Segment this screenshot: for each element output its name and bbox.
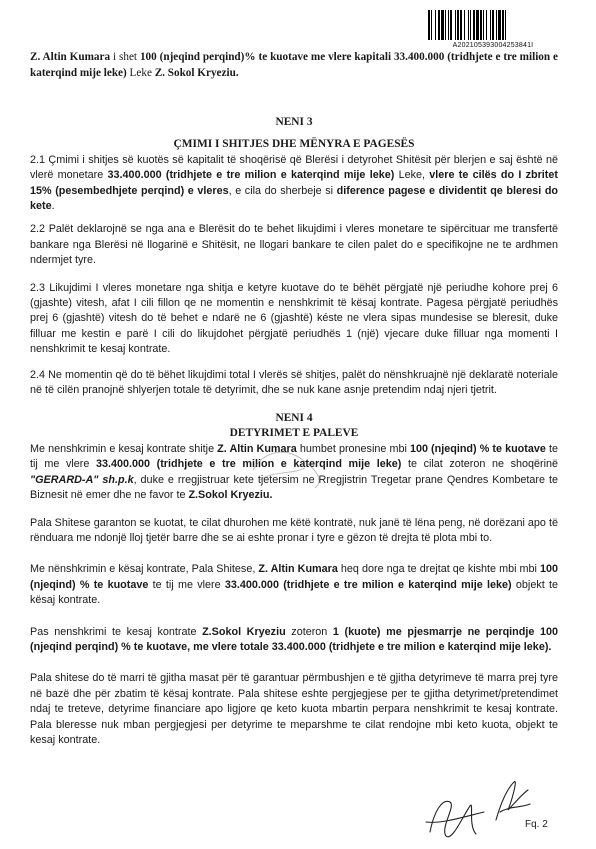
amount: 33.400.000 (tridhjete e tre milion e katerqind mije leke) — [95, 458, 402, 471]
text: i shet — [110, 51, 140, 63]
article-4-title: NENI 4 — [275, 411, 313, 424]
article-4-para-4 — [30, 625, 558, 656]
seller-name: Z. Altin Kumara — [30, 51, 111, 63]
barcode — [428, 10, 558, 49]
text: Pas nenshkrimi te kesaj kontrate — [30, 625, 203, 638]
buyer-name: Z.Sokol Kryeziu. — [188, 489, 273, 502]
amount: 33.400.000 (tridhjete e tre milion e katerqind mije leke) — [30, 51, 558, 79]
buyer-name: Z. Sokol Kryeziu. — [154, 66, 239, 79]
text-bold: vlere te cilës do I zbritet 15% (pesembedhjete perqind) e vleres — [30, 169, 558, 197]
text: te cilat zoteron ne shoqërinë — [401, 458, 558, 471]
text-bold: 1 (kuote) me pjesmarrje ne perqindje 100 (njeqind perqind) % te kuotave, me vlere totale 33.400.000 (tridhjete e tre milion e katerqind mije leke). — [30, 625, 558, 653]
text: zoteron — [285, 625, 333, 638]
article-4-para-2: Pala Shitese garanton se kuotat, te cilat dhurohen me këtë kontratë, nuk janë të lëna peng, në dorëzani apo të rënduara me ndonjë lloj tjetër barre dhe se ai eshte pronar i tyre e gëzon të drejta të plota mbi to. — [30, 516, 558, 544]
text: Me nënshkrimin e kësaj kontrate, Pala Shitese, — [30, 563, 259, 576]
company-stamp — [245, 440, 335, 495]
clause-2-1 — [30, 153, 558, 215]
text-bold: diference pagese e dividentit qe bleresi do kete — [30, 184, 559, 213]
barcode-bar — [506, 10, 508, 40]
text-bold: 100 (njeqind) % te kuotave — [30, 563, 558, 591]
text-bold: 100 (njeqind perqind) — [139, 51, 245, 63]
text: , e cila do sherbeje si — [228, 184, 337, 197]
text-bold: % te kuotave me vlere kapitali — [244, 51, 394, 63]
clause-2-4: 2.4 Ne momentin që do të bëhet likujdimi total I vlerës së shitjes, palët do nënshkruajnë një deklaratë noteriale në të cilën pranojnë shlyerjen totale të detyrimit, dhe se nuk kane asnje pretendim ndaj njeri tjetrit. — [30, 368, 558, 397]
signature-left — [420, 792, 490, 844]
company-name: "GERARD-A" sh.p.k — [30, 473, 134, 486]
barcode-number: A202105393004253841I — [452, 42, 534, 49]
text: objekt te kësaj kontrate. — [30, 578, 558, 607]
article-4-para-5: Pala shitese do të marri të gjitha masat për të garantuar përmbushjen e të gjitha detyrimeve të marra prej tyre në bazë dhe për zbatim të kësaj kontrate. Pala shitese eshte pergjegjese per te gjitha detyrimet/pretendimet ndaj te treteve, detyrime financiare apo ligjore qe keto kuota mbartin perpara nenshkrimit te kesaj kontrate. Pala bleresse nuk mban pergjegjesi per detyrime te meparshme te cilat rendojne mbi keto kuota, objekt te kesaj kontrate. — [30, 672, 558, 746]
text: , duke e rregjistruar kete tjetersim ne Rregjistrin Tregetar prane Qendres Kombetare te Biznesit në emer dhe ne favor te — [30, 473, 559, 502]
text: Me nenshkrimin e kesaj kontrate shitje — [30, 442, 218, 455]
text: . — [51, 200, 55, 213]
barcode-bars — [428, 10, 558, 40]
text: heq dore nga te drejtat qe kishte mbi mbi — [337, 563, 540, 576]
text: te tij me vlere — [148, 578, 225, 591]
intro-paragraph — [30, 50, 558, 81]
article-4-subtitle: DETYRIMET E PALEVE — [229, 427, 359, 440]
text: 2.1 Çmimi i shitjes së kuotës së kapitalit të shoqërisë që Blerësi i detyrohet Shitësit për blerjen e saj është në vlerë monetare — [30, 153, 558, 182]
text: Leke — [126, 66, 155, 79]
amount: 33.400.000 (tridhjete e tre milion e katerqind mije leke) — [107, 169, 395, 182]
seller-name: Z. Altin Kumara — [258, 563, 338, 576]
clause-2-3: 2.3 Likujdimi I vleres monetare nga shitja e ketyre kuotave do te bëhët përgjatë një periudhe kohore prej 6 (gjashte) vitesh, afat I cili fillon qe ne momentin e nenshkrimit të kësaj kontrate. Pagesa përgjatë periudhës prej 6 (gjashtë) vitesh do të behet e ndarë ne 6 (gjashtë) késte ne vlera sipas mundesise se bleresit, duke filluar me kestin e parë I cili do likujdohet përgjatë periudhës 1 (një) vjecare duke filluar nga momenti I nenshkrimit te kesaj kontrate. — [30, 281, 558, 356]
page-number: Fq. 2 — [525, 819, 548, 830]
clause-2-2: 2.2 Palët deklarojnë se nga ana e Blerësit do te behet likujdimi i vleres monetare te sipërcituar me transfertë bankare nga Blerësi në llogarinë e Shitësit, ne llogari bankare te cilen palet do e specifikojne ne te ardhmen ndermjet tyre. — [30, 223, 558, 267]
seller-name: Z. Altin Kumara — [217, 442, 297, 455]
article-4-para-3 — [30, 562, 558, 608]
buyer-name: Z.Sokol Kryeziu — [202, 625, 286, 638]
document-body — [30, 50, 558, 748]
article-3-subtitle: ÇMIMI I SHITJES DHE MËNYRA E PAGESËS — [173, 138, 415, 151]
text: te tij me vlere — [30, 442, 558, 471]
amount: 33.400.000 (tridhjete e tre milion e katerqind mije leke) — [224, 578, 512, 591]
text: humbet pronesine mbi — [296, 442, 410, 455]
text-bold: 100 (njeqind) % te kuotave — [409, 442, 546, 455]
article-3-title: NENI 3 — [275, 116, 313, 129]
text: Leke, — [394, 169, 430, 182]
